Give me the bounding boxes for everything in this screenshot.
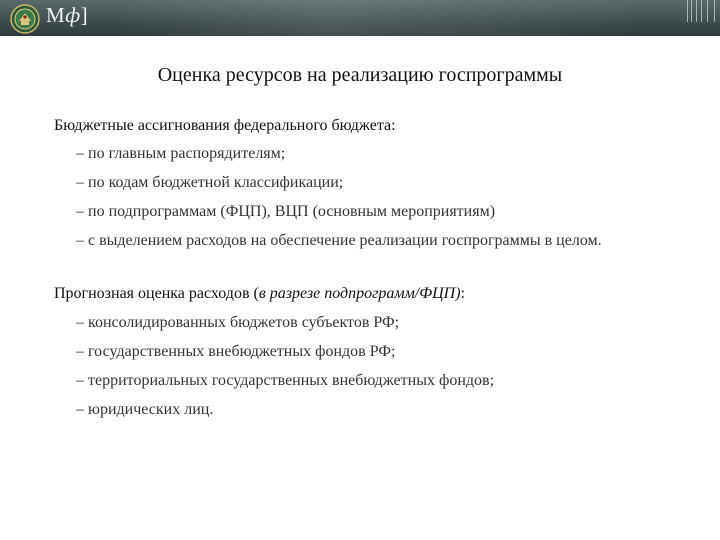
slide-title: Оценка ресурсов на реализацию госпрограммы bbox=[157, 64, 563, 86]
section1-item: – по кодам бюджетной классификации; bbox=[76, 174, 344, 191]
logo-suffix: ] bbox=[80, 3, 89, 27]
section-gap bbox=[54, 259, 694, 283]
section2-item: – государственных внебюджетных фондов РФ; bbox=[76, 343, 396, 360]
section2-heading-end: : bbox=[460, 285, 465, 302]
section1-heading: Бюджетные ассигнования федерального бюджета: bbox=[54, 117, 396, 134]
logo-text bbox=[46, 3, 88, 28]
section1-item: – по подпрограммам (ФЦП), ВЦП (основным мероприятиям) bbox=[76, 203, 496, 220]
section2-heading bbox=[54, 283, 694, 305]
section2-item: – консолидированных бюджетов субъектов РФ; bbox=[76, 314, 400, 331]
section2-item: – юридических лиц. bbox=[76, 401, 214, 418]
section2-heading-italic: в разрезе подпрограмм/ФЦП) bbox=[258, 285, 461, 302]
logo-italic: ф bbox=[65, 3, 81, 27]
section2-item: – территориальных государственных внебюджетных фондов; bbox=[76, 372, 495, 389]
header-bar bbox=[0, 0, 720, 36]
slide-content bbox=[54, 115, 694, 428]
coat-of-arms-icon bbox=[10, 4, 40, 34]
section1-item: – с выделением расходов на обеспечение реализации госпрограммы в целом. bbox=[76, 232, 602, 249]
header-shine bbox=[120, 0, 640, 36]
section1-item: – по главным распорядителям; bbox=[76, 145, 286, 162]
logo-prefix: М bbox=[46, 3, 66, 27]
section2-heading-plain: Прогнозная оценка расходов ( bbox=[54, 285, 259, 302]
header-decor-lines bbox=[687, 0, 720, 22]
